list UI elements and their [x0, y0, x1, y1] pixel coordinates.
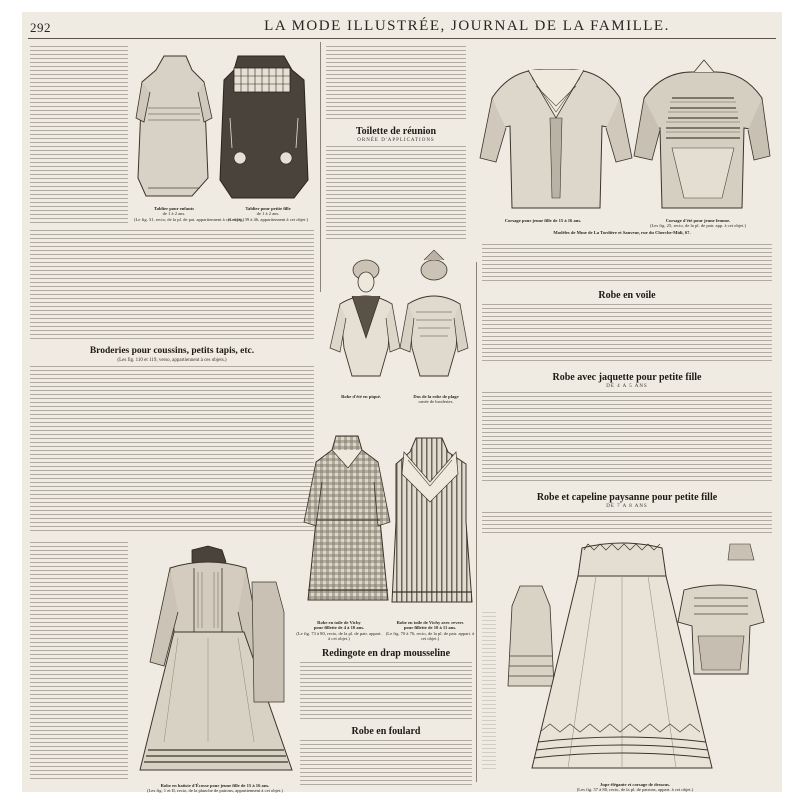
subheading-robe-capeline: DE 7 A 8 ANS: [606, 504, 648, 509]
body-text-block: [30, 542, 128, 782]
subheading-robe-jaquette: DE 4 A 5 ANS: [606, 384, 648, 389]
caption-tablier-fille: Tablier pour petite fille de 1 à 2 ans. (Les fig. 39 à 46, appartiennent à cet objet.): [227, 206, 309, 222]
journal-title: LA MODE ILLUSTRÉE, JOURNAL DE LA FAMILLE.: [264, 18, 670, 34]
subheading-toilette: ORNÉE D'APPLICATIONS: [357, 138, 435, 143]
header-rule: [28, 38, 776, 39]
body-text-block: [326, 146, 466, 242]
caption-modeles: Modèles de Mme de La Tordière et Sauveur, rue du Cherche-Midi, 67.: [553, 230, 691, 235]
page-number: 292: [30, 20, 51, 35]
figure-bodices: [472, 48, 772, 216]
body-text-block: [30, 46, 128, 226]
heading-robe-foulard: Robe en foulard: [351, 726, 421, 737]
caption-robe-plage-left: Robe d'été en piqué.: [341, 394, 381, 399]
figure-robe-batiste: [134, 542, 298, 782]
body-text-block: [482, 392, 772, 484]
heading-broderies: Broderies pour coussins, petits tapis, etc.: [89, 346, 255, 356]
journal-page: [22, 12, 782, 792]
column-rule: [320, 42, 321, 292]
caption-corsage-ete: Corsage d'été pour jeune femme. (Les fig. 25, recto, de la pl. de patr. app. à cet objet.): [649, 218, 747, 229]
heading-redingote: Redingote en drap mousseline: [321, 648, 451, 659]
caption-robe-vichy-2: Robe en toile de Vichy avec revers pour fillette de 10 à 11 ans. (Le fig. 70 à 76, recto, de la pl. de patr. appart. à cet objet.): [385, 620, 475, 642]
caption-robe-vichy-1: Robe en toile de Vichy pour fillette de 4 à 10 ans. (Le fig. 73 à 80, recto, de la pl. de patr. appart. à cet objet.): [296, 620, 382, 642]
body-text-block: [300, 662, 472, 722]
heading-robe-jaquette: Robe avec jaquette pour petite fille: [552, 372, 702, 383]
body-text-block: [482, 512, 772, 534]
figure-jupe-elegante: [498, 536, 772, 780]
figure-robe-plage: [326, 248, 472, 392]
body-text-block: [482, 244, 772, 284]
heading-robe-voile: Robe en voile: [598, 290, 656, 301]
caption-robe-batiste: Robe en batiste d'Écosse pour jeune fille de 15 à 16 ans. (Les fig. 1 et II, recto, de la planche de patrons, appartiennent à cet objet.): [147, 783, 283, 794]
body-text-block: [482, 304, 772, 364]
column-rule: [476, 262, 477, 782]
body-text-block: [30, 366, 314, 534]
caption-jupe-elegante: Jupe élégante et corsage de dessous. (Les fig. 57 à 80, recto, de la pl. de patrons, appart. à cet objet.): [576, 782, 694, 793]
heading-robe-capeline: Robe et capeline paysanne pour petite fille: [536, 492, 718, 503]
caption-robe-plage-right: Dos de la robe de plage ornée de broderies.: [413, 394, 459, 405]
note-broderies: (Les fig. 110 et 119, verso, appartiennent à ces objets.): [117, 358, 227, 363]
body-text-block: [326, 46, 466, 122]
body-text-block: [482, 612, 496, 772]
heading-toilette: Toilette de réunion: [355, 126, 437, 137]
figure-robes-vichy: [296, 422, 474, 618]
body-text-block: [300, 740, 472, 786]
figure-aprons: [134, 48, 312, 206]
caption-tablier-enfants: Tablier pour enfants de 1 à 2 ans. (Le fig. 31, recto, de la pl. de pat. appartiennent à cet objet.): [134, 206, 245, 222]
body-text-block: [30, 230, 314, 342]
caption-corsage-jeune-fille: Corsage pour jeune fille de 15 à 16 ans.: [504, 218, 582, 223]
